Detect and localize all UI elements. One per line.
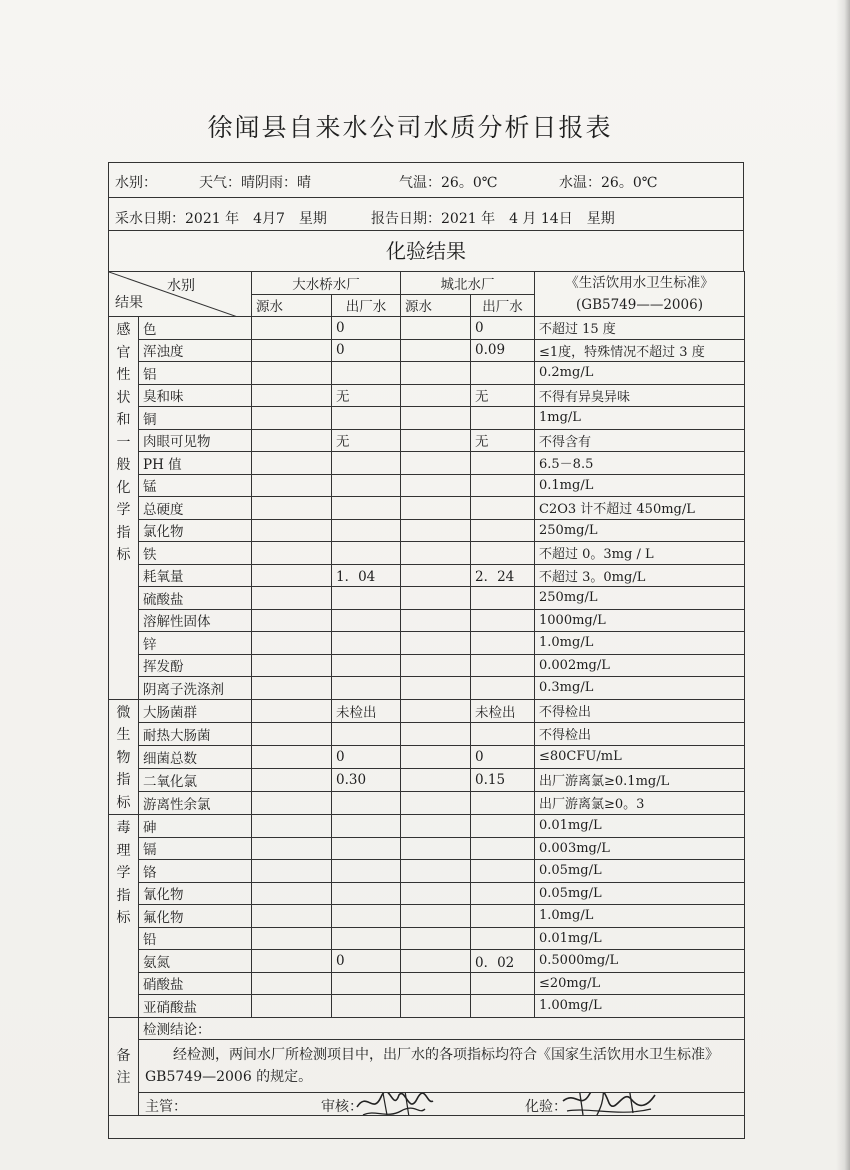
- standard-value: 1.0mg/L: [535, 905, 745, 928]
- plant2-outlet-value: [471, 519, 535, 542]
- table-row: [109, 519, 745, 542]
- table-row: [109, 317, 745, 340]
- item-name-cell: 浑浊度: [139, 339, 252, 362]
- plant2-outlet-value: [471, 474, 535, 497]
- plant1-outlet-value: [332, 632, 401, 655]
- plant1-source-value: [252, 905, 332, 928]
- table-row: [109, 905, 745, 928]
- plant1-outlet-value: 未检出: [332, 699, 401, 722]
- standard-value: 250mg/L: [535, 587, 745, 610]
- standard-value: 0.05mg/L: [535, 882, 745, 905]
- tester-label: 化验：: [525, 1099, 567, 1115]
- blank-bottom-row: [109, 1115, 745, 1138]
- plant1-source-value: [252, 882, 332, 905]
- plant2-source-value: [401, 564, 471, 587]
- standard-value: 不得含有: [535, 429, 745, 452]
- plant2-outlet-value: [471, 407, 535, 430]
- page-title: 徐闻县自来水公司水质分析日报表: [207, 113, 613, 142]
- table-row: [109, 791, 745, 814]
- plant1-source-value: [252, 362, 332, 385]
- standard-value: 出厂游离氯≥0.1mg/L: [535, 768, 745, 791]
- table-row: [109, 609, 745, 632]
- remarks-category-label: 备注: [116, 1048, 131, 1086]
- plant1-source-value: [252, 927, 332, 950]
- results-table: [108, 271, 745, 1018]
- plant1-source-value: [252, 519, 332, 542]
- plant1-outlet-value: [332, 407, 401, 430]
- plant2-outlet-value: [471, 815, 535, 838]
- plant1-source-value: [252, 995, 332, 1018]
- standard-value: 6.5－8.5: [535, 452, 745, 475]
- plant2-source-value: [401, 905, 471, 928]
- plant1-source-value: [252, 497, 332, 520]
- reviewer-signature-image: [353, 1093, 435, 1116]
- standard-value: 不超过 15 度: [535, 317, 745, 340]
- results-heading: 化验结果: [108, 230, 744, 271]
- item-name-cell: 锌: [139, 632, 252, 655]
- plant2-source-value: [401, 815, 471, 838]
- plant2-outlet-value: [471, 927, 535, 950]
- plant2-outlet-value: [471, 791, 535, 814]
- item-name-cell: 铬: [139, 860, 252, 883]
- plant2-source-value: [401, 837, 471, 860]
- plant2-outlet-value: [471, 587, 535, 610]
- sample-date-field: 采水日期：2021 年 4月7 星期: [115, 211, 327, 227]
- category-sensory-cell: [109, 317, 139, 700]
- standard-header: [535, 272, 745, 317]
- item-name-cell: 氨氮: [139, 950, 252, 973]
- plant1-outlet-value: [332, 542, 401, 565]
- plant1-source-value: [252, 407, 332, 430]
- standard-value: 1.00mg/L: [535, 995, 745, 1018]
- plant2-source-value: [401, 745, 471, 768]
- remarks-label-row: [109, 1017, 745, 1040]
- plant2-outlet-value: 0.09: [471, 339, 535, 362]
- plant1-outlet-value: 0.30: [332, 768, 401, 791]
- signature-row: [109, 1093, 745, 1116]
- item-name-cell: 细菌总数: [139, 745, 252, 768]
- plant1-outlet-value: [332, 927, 401, 950]
- report-sheet: [108, 162, 744, 1139]
- standard-value: 1.0mg/L: [535, 632, 745, 655]
- plant2-source-value: [401, 882, 471, 905]
- plant1-outlet-value: [332, 905, 401, 928]
- plant1-outlet-value: 1．04: [332, 564, 401, 587]
- item-name-cell: 铝: [139, 362, 252, 385]
- conclusion-text: 经检测，两间水厂所检测项目中，出厂水的各项指标均符合《国家生活饮用水卫生标准》GB5749—2006 的规定。: [139, 1040, 745, 1093]
- plant2-source-value: [401, 677, 471, 700]
- standard-value: 1000mg/L: [535, 609, 745, 632]
- plant1-outlet-value: [332, 972, 401, 995]
- plant2-outlet-value: [471, 677, 535, 700]
- plant1-source-value: [252, 542, 332, 565]
- plant1-outlet-value: [332, 882, 401, 905]
- item-name-cell: 二氧化氯: [139, 768, 252, 791]
- table-row: [109, 882, 745, 905]
- table-row: [109, 429, 745, 452]
- weather-field: 天气：晴阴雨：晴: [199, 175, 311, 191]
- standard-value: 1mg/L: [535, 407, 745, 430]
- plant1-source-value: [252, 384, 332, 407]
- plant2-outlet-value: 0: [471, 317, 535, 340]
- item-name-cell: 硫酸盐: [139, 587, 252, 610]
- water-temp-field: 水温：26。0℃: [559, 175, 658, 191]
- plant1-outlet-value: [332, 609, 401, 632]
- plant2-outlet-value: 未检出: [471, 699, 535, 722]
- plant2-outlet-value: [471, 632, 535, 655]
- plant1-outlet-value: [332, 497, 401, 520]
- table-row: [109, 950, 745, 973]
- plant2-source-value: [401, 791, 471, 814]
- standard-value: 不超过 0。3mg / L: [535, 542, 745, 565]
- plant1-outlet-value: 0: [332, 950, 401, 973]
- plant1-header: 大水桥水厂: [252, 272, 401, 295]
- plant1-source-value: [252, 587, 332, 610]
- plant1-source-value: [252, 677, 332, 700]
- plant1-source-value: [252, 950, 332, 973]
- plant1-outlet-value: 0: [332, 317, 401, 340]
- plant2-source-value: [401, 407, 471, 430]
- blank-bottom-cell: [109, 1115, 745, 1138]
- conclusion-label: 检测结论：: [143, 1022, 211, 1039]
- table-row: [109, 654, 745, 677]
- report-date-field: 报告日期：2021 年 4 月 14日 星期: [371, 211, 615, 227]
- remarks-table: [108, 1017, 745, 1139]
- conclusion-label-cell: [139, 1017, 745, 1040]
- item-name-cell: 大肠菌群: [139, 699, 252, 722]
- plant2-outlet-value: [471, 542, 535, 565]
- plant1-source-value: [252, 745, 332, 768]
- air-temp-field: 气温：26。0℃: [399, 175, 498, 191]
- table-row: [109, 837, 745, 860]
- plant2-source-value: [401, 722, 471, 745]
- plant2-outlet-value: 0.15: [471, 768, 535, 791]
- plant1-outlet-value: [332, 452, 401, 475]
- plant2-outlet-header: 出厂水: [471, 294, 535, 317]
- plant2-source-value: [401, 995, 471, 1018]
- plant2-outlet-value: [471, 882, 535, 905]
- table-row: [109, 542, 745, 565]
- standard-value: 不得检出: [535, 722, 745, 745]
- standard-value: 0.2mg/L: [535, 362, 745, 385]
- plant2-source-value: [401, 950, 471, 973]
- standard-value: ≤1度，特殊情况不超过 3 度: [535, 339, 745, 362]
- item-name-cell: 肉眼可见物: [139, 429, 252, 452]
- standard-header-line2: (GB5749——2006): [576, 297, 703, 313]
- plant1-outlet-value: [332, 474, 401, 497]
- table-row: [109, 815, 745, 838]
- table-row: [109, 497, 745, 520]
- plant1-source-value: [252, 791, 332, 814]
- water-type-label: 水别：: [115, 175, 157, 191]
- standard-value: 不得有异臭异味: [535, 384, 745, 407]
- plant1-source-value: [252, 452, 332, 475]
- standard-value: 0.002mg/L: [535, 654, 745, 677]
- plant1-outlet-value: [332, 677, 401, 700]
- item-name-cell: 耐热大肠菌: [139, 722, 252, 745]
- standard-value: ≤20mg/L: [535, 972, 745, 995]
- plant2-source-value: [401, 699, 471, 722]
- plant2-outlet-value: 无: [471, 384, 535, 407]
- supervisor-label: 主管：: [145, 1099, 187, 1115]
- reviewer-label: 审核：: [321, 1099, 363, 1115]
- plant2-source-value: [401, 768, 471, 791]
- plant1-source-header: 源水: [252, 294, 332, 317]
- standard-value: C2O3 计不超过 450mg/L: [535, 497, 745, 520]
- plant2-source-value: [401, 519, 471, 542]
- plant2-outlet-value: [471, 452, 535, 475]
- item-name-cell: 挥发酚: [139, 654, 252, 677]
- corner-header-cell: [109, 272, 252, 317]
- plant2-outlet-value: [471, 860, 535, 883]
- item-name-cell: 溶解性固体: [139, 609, 252, 632]
- plant1-source-value: [252, 654, 332, 677]
- table-row: [109, 972, 745, 995]
- plant1-source-value: [252, 474, 332, 497]
- table-row: [109, 362, 745, 385]
- plant2-outlet-value: 0．02: [471, 950, 535, 973]
- item-name-cell: 氯化物: [139, 519, 252, 542]
- plant1-outlet-value: [332, 362, 401, 385]
- remarks-category-cell: [109, 1017, 139, 1115]
- plant2-source-value: [401, 429, 471, 452]
- corner-bottom-label: 结果: [115, 295, 143, 311]
- plant1-source-value: [252, 815, 332, 838]
- standard-value: 0.01mg/L: [535, 927, 745, 950]
- table-row: [109, 474, 745, 497]
- table-row: [109, 722, 745, 745]
- plant2-source-value: [401, 452, 471, 475]
- table-row: [109, 384, 745, 407]
- item-name-cell: 铁: [139, 542, 252, 565]
- plant1-outlet-header: 出厂水: [332, 294, 401, 317]
- category-toxic-label: 毒理学指标: [116, 820, 131, 926]
- plant2-source-value: [401, 317, 471, 340]
- plant2-outlet-value: 无: [471, 429, 535, 452]
- table-row: [109, 677, 745, 700]
- table-row: [109, 995, 745, 1018]
- item-name-cell: 镉: [139, 837, 252, 860]
- category-micro-cell: [109, 699, 139, 815]
- table-row: [109, 745, 745, 768]
- plant2-outlet-value: [471, 722, 535, 745]
- item-name-cell: 亚硝酸盐: [139, 995, 252, 1018]
- plant1-source-value: [252, 339, 332, 362]
- table-row: [109, 927, 745, 950]
- plant1-source-value: [252, 722, 332, 745]
- table-row: [109, 768, 745, 791]
- plant2-outlet-value: [471, 609, 535, 632]
- plant1-source-value: [252, 837, 332, 860]
- plant2-source-value: [401, 362, 471, 385]
- table-row: [109, 339, 745, 362]
- corner-top-label: 水别: [167, 278, 195, 294]
- scan-edge-shadow: [836, 0, 850, 1170]
- plant2-outlet-value: [471, 654, 535, 677]
- item-name-cell: 游离性余氯: [139, 791, 252, 814]
- standard-value: 0.3mg/L: [535, 677, 745, 700]
- plant2-outlet-value: [471, 837, 535, 860]
- plant1-source-value: [252, 609, 332, 632]
- plant2-source-value: [401, 339, 471, 362]
- item-name-cell: 铅: [139, 927, 252, 950]
- plant1-outlet-value: 0: [332, 745, 401, 768]
- table-row: [109, 452, 745, 475]
- header-row-weather: [108, 162, 744, 197]
- item-name-cell: PH 值: [139, 452, 252, 475]
- plant2-source-value: [401, 632, 471, 655]
- item-name-cell: 色: [139, 317, 252, 340]
- standard-header-line1: 《生活饮用水卫生标准》: [565, 275, 714, 291]
- plant2-outlet-value: [471, 905, 535, 928]
- standard-value: 250mg/L: [535, 519, 745, 542]
- standard-value: ≤80CFU/mL: [535, 745, 745, 768]
- plant1-source-value: [252, 632, 332, 655]
- plant2-outlet-value: 2．24: [471, 564, 535, 587]
- plant2-outlet-value: 0: [471, 745, 535, 768]
- plant1-outlet-value: [332, 995, 401, 1018]
- standard-value: 不得检出: [535, 699, 745, 722]
- table-row: [109, 860, 745, 883]
- item-name-cell: 铜: [139, 407, 252, 430]
- plant2-outlet-value: [471, 995, 535, 1018]
- signature-cell: [139, 1093, 745, 1116]
- plant2-source-value: [401, 609, 471, 632]
- plant1-outlet-value: [332, 654, 401, 677]
- standard-value: 不超过 3。0mg/L: [535, 564, 745, 587]
- plant1-source-value: [252, 972, 332, 995]
- table-row: [109, 587, 745, 610]
- table-row: [109, 699, 745, 722]
- plant1-source-value: [252, 317, 332, 340]
- table-row: [109, 564, 745, 587]
- table-row: [109, 632, 745, 655]
- item-name-cell: 硝酸盐: [139, 972, 252, 995]
- plant2-source-header: 源水: [401, 294, 471, 317]
- plant2-outlet-value: [471, 972, 535, 995]
- standard-value: 0.01mg/L: [535, 815, 745, 838]
- plant2-header: 城北水厂: [401, 272, 535, 295]
- plant1-outlet-value: [332, 587, 401, 610]
- item-name-cell: 氰化物: [139, 882, 252, 905]
- plant1-outlet-value: 无: [332, 384, 401, 407]
- plant1-source-value: [252, 564, 332, 587]
- item-name-cell: 阴离子洗涤剂: [139, 677, 252, 700]
- conclusion-row: [109, 1040, 745, 1093]
- plant1-source-value: [252, 429, 332, 452]
- plant1-outlet-value: [332, 860, 401, 883]
- table-row: [109, 407, 745, 430]
- plant1-outlet-value: 无: [332, 429, 401, 452]
- item-name-cell: 锰: [139, 474, 252, 497]
- standard-value: 0.05mg/L: [535, 860, 745, 883]
- plant2-source-value: [401, 497, 471, 520]
- plant2-source-value: [401, 860, 471, 883]
- item-name-cell: 臭和味: [139, 384, 252, 407]
- item-name-cell: 耗氧量: [139, 564, 252, 587]
- plant1-outlet-value: 0: [332, 339, 401, 362]
- standard-value: 0.5000mg/L: [535, 950, 745, 973]
- category-toxic-cell: [109, 815, 139, 1018]
- item-name-cell: 氟化物: [139, 905, 252, 928]
- column-header-row: [109, 272, 745, 295]
- plant1-outlet-value: [332, 519, 401, 542]
- plant2-source-value: [401, 587, 471, 610]
- plant2-source-value: [401, 654, 471, 677]
- plant1-source-value: [252, 699, 332, 722]
- plant2-outlet-value: [471, 362, 535, 385]
- standard-value: 出厂游离氯≥0。3: [535, 791, 745, 814]
- standard-value: 0.003mg/L: [535, 837, 745, 860]
- plant2-source-value: [401, 474, 471, 497]
- plant1-outlet-value: [332, 815, 401, 838]
- category-sensory-label: 感官性状和一般化学指标: [116, 322, 131, 563]
- plant2-source-value: [401, 927, 471, 950]
- header-row-dates: [108, 197, 744, 230]
- plant2-source-value: [401, 542, 471, 565]
- standard-value: 0.1mg/L: [535, 474, 745, 497]
- category-micro-label: 微生物指标: [116, 704, 131, 811]
- plant1-outlet-value: [332, 722, 401, 745]
- tester-signature-image: [559, 1093, 659, 1116]
- plant2-source-value: [401, 972, 471, 995]
- item-name-cell: 总硬度: [139, 497, 252, 520]
- plant1-source-value: [252, 768, 332, 791]
- item-name-cell: 砷: [139, 815, 252, 838]
- plant2-source-value: [401, 384, 471, 407]
- plant1-outlet-value: [332, 837, 401, 860]
- plant2-outlet-value: [471, 497, 535, 520]
- plant1-source-value: [252, 860, 332, 883]
- plant1-outlet-value: [332, 791, 401, 814]
